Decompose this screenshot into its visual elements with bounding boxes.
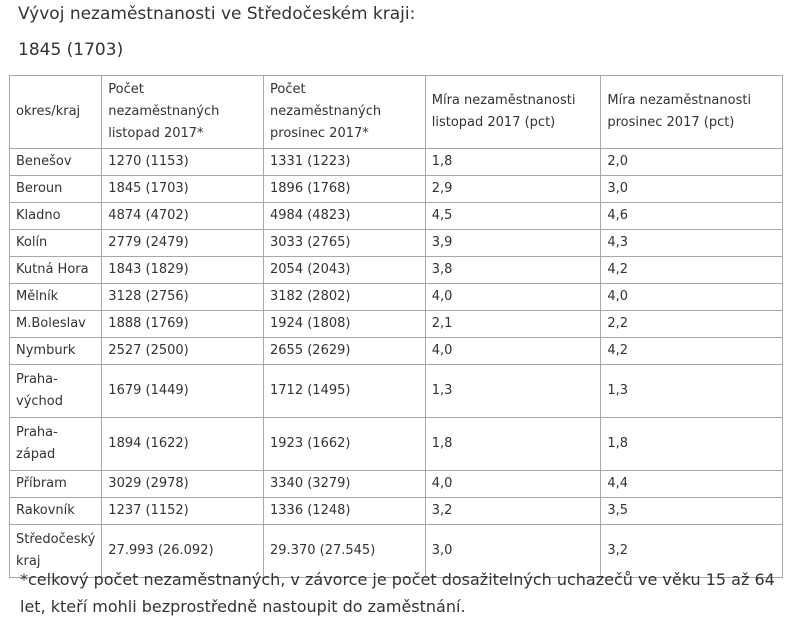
cell-count-november: 1679 (1449) [102, 365, 264, 418]
cell-rate-december: 4,3 [601, 230, 783, 257]
cell-rate-november: 4,5 [425, 203, 601, 230]
cell-rate-december: 3,5 [601, 498, 783, 525]
cell-rate-november: 2,1 [425, 311, 601, 338]
cell-count-november: 1845 (1703) [102, 176, 264, 203]
table-row [10, 498, 783, 525]
cell-rate-december: 4,2 [601, 257, 783, 284]
cell-rate-december: 1,3 [601, 365, 783, 418]
cell-rate-november: 4,0 [425, 338, 601, 365]
cell-rate-december: 3,2 [601, 525, 783, 578]
cell-count-november: 1894 (1622) [102, 418, 264, 471]
cell-rate-november: 3,0 [425, 525, 601, 578]
cell-count-december: 1924 (1808) [264, 311, 426, 338]
cell-count-december: 2655 (2629) [264, 338, 426, 365]
page-subtitle: 1845 (1703) [18, 40, 124, 60]
cell-count-november: 2527 (2500) [102, 338, 264, 365]
header-rate-november: Míra nezaměstnanosti listopad 2017 (pct) [425, 76, 601, 149]
cell-district: Kladno [10, 203, 102, 230]
cell-rate-december: 4,0 [601, 284, 783, 311]
footnote: *celkový počet nezaměstnaných, v závorce je počet dosažitelných uchazečů ve věku 15 až 64 let, kteří mohli bezprostředně nastoupit do zaměstnání. [20, 570, 775, 616]
cell-district: Praha-západ [10, 418, 102, 471]
cell-count-december: 29.370 (27.545) [264, 525, 426, 578]
table-row [10, 471, 783, 498]
unemployment-table [9, 75, 783, 578]
cell-rate-december: 4,4 [601, 471, 783, 498]
cell-count-december: 4984 (4823) [264, 203, 426, 230]
cell-count-december: 1923 (1662) [264, 418, 426, 471]
cell-rate-november: 2,9 [425, 176, 601, 203]
cell-rate-november: 1,3 [425, 365, 601, 418]
cell-rate-december: 2,2 [601, 311, 783, 338]
table-row [10, 311, 783, 338]
table-row [10, 418, 783, 471]
cell-district: Benešov [10, 149, 102, 176]
cell-rate-december: 4,2 [601, 338, 783, 365]
cell-count-december: 3033 (2765) [264, 230, 426, 257]
header-count-november: Počet nezaměstnaných listopad 2017* [102, 76, 264, 149]
page-title: Vývoj nezaměstnanosti ve Středočeském kraji: [18, 4, 416, 24]
cell-count-november: 3029 (2978) [102, 471, 264, 498]
table-row [10, 230, 783, 257]
cell-rate-november: 3,8 [425, 257, 601, 284]
cell-district: Rakovník [10, 498, 102, 525]
cell-count-november: 1888 (1769) [102, 311, 264, 338]
cell-count-november: 1843 (1829) [102, 257, 264, 284]
table-header-row [10, 76, 783, 149]
cell-district: Kutná Hora [10, 257, 102, 284]
table-row [10, 338, 783, 365]
cell-count-december: 3182 (2802) [264, 284, 426, 311]
cell-rate-december: 2,0 [601, 149, 783, 176]
cell-district: M.Boleslav [10, 311, 102, 338]
table-row [10, 284, 783, 311]
cell-count-november: 1270 (1153) [102, 149, 264, 176]
cell-rate-december: 4,6 [601, 203, 783, 230]
cell-district: Středočeský kraj [10, 525, 102, 578]
cell-district: Příbram [10, 471, 102, 498]
table-row [10, 365, 783, 418]
cell-count-november: 27.993 (26.092) [102, 525, 264, 578]
cell-district: Beroun [10, 176, 102, 203]
table-row [10, 203, 783, 230]
table-row [10, 176, 783, 203]
cell-rate-november: 4,0 [425, 284, 601, 311]
cell-count-december: 1896 (1768) [264, 176, 426, 203]
cell-district: Kolín [10, 230, 102, 257]
cell-rate-december: 3,0 [601, 176, 783, 203]
cell-rate-november: 1,8 [425, 418, 601, 471]
cell-count-november: 1237 (1152) [102, 498, 264, 525]
cell-rate-november: 3,2 [425, 498, 601, 525]
cell-rate-november: 4,0 [425, 471, 601, 498]
cell-count-november: 2779 (2479) [102, 230, 264, 257]
cell-district: Praha-východ [10, 365, 102, 418]
cell-count-november: 4874 (4702) [102, 203, 264, 230]
cell-count-december: 1331 (1223) [264, 149, 426, 176]
cell-district: Nymburk [10, 338, 102, 365]
cell-count-december: 3340 (3279) [264, 471, 426, 498]
cell-district: Mělník [10, 284, 102, 311]
table-row [10, 257, 783, 284]
header-district: okres/kraj [10, 76, 102, 149]
cell-count-december: 2054 (2043) [264, 257, 426, 284]
cell-rate-november: 3,9 [425, 230, 601, 257]
cell-count-december: 1712 (1495) [264, 365, 426, 418]
header-rate-december: Míra nezaměstnanosti prosinec 2017 (pct) [601, 76, 783, 149]
cell-count-december: 1336 (1248) [264, 498, 426, 525]
cell-rate-november: 1,8 [425, 149, 601, 176]
cell-count-november: 3128 (2756) [102, 284, 264, 311]
cell-rate-december: 1,8 [601, 418, 783, 471]
table-row [10, 149, 783, 176]
header-count-december: Počet nezaměstnaných prosinec 2017* [264, 76, 426, 149]
